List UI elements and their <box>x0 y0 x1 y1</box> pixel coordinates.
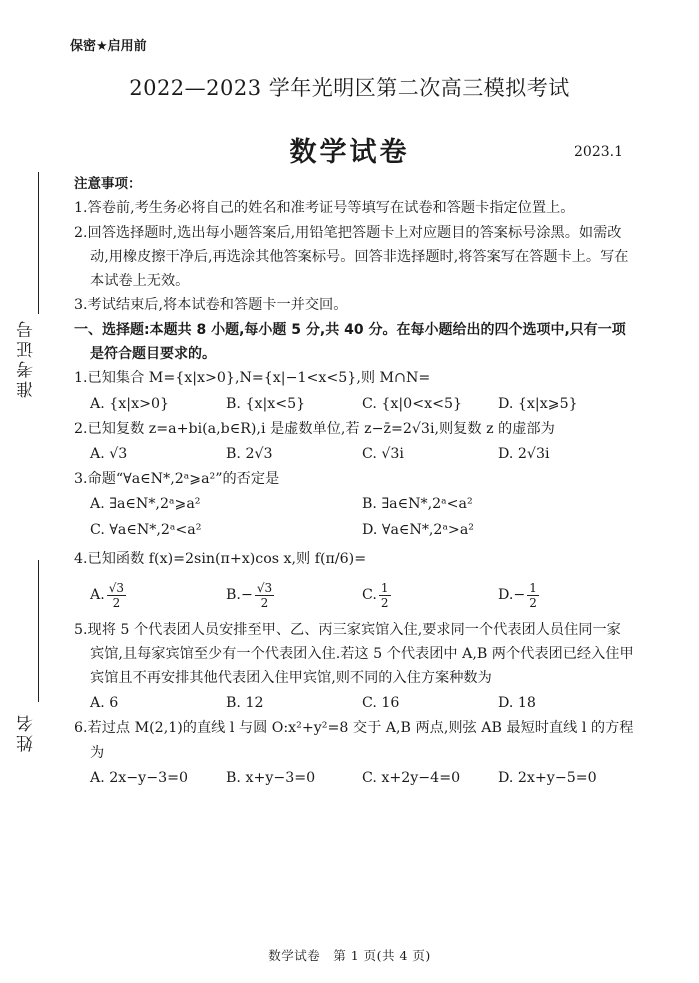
option: A. 6 <box>90 695 119 712</box>
option: B. {x|x<5} <box>226 395 306 412</box>
exam-date: 2023.1 <box>574 144 623 160</box>
option: D. 2x+y−5=0 <box>498 769 597 786</box>
subject-title: 数学试卷 <box>289 137 410 168</box>
note-item: 3.考试结束后,将本试卷和答题卡一并交回。 <box>74 297 348 314</box>
question-stem: 3.命题“∀a∈N*,2ᵃ⩾a²”的否定是 <box>74 470 280 487</box>
option: A. 2x−y−3=0 <box>90 769 189 786</box>
question-options <box>74 491 634 517</box>
fraction: $\frac{√3}{2}$ <box>108 581 125 611</box>
option: A. $\frac{√3}{2}$ <box>90 581 125 611</box>
option: C. {x|0<x<5} <box>362 395 463 412</box>
option: D. {x|x⩾5} <box>498 395 578 412</box>
note-item: 2.回答选择题时,选出每小题答案后,用铅笔把答题卡上对应题目的答案标号涂黑。如需改动,用橡皮擦干净后,再选涂其他答案标号。回答非选择题时,将答案写在答题卡上。写在本试卷上无效。 <box>74 224 629 290</box>
section-heading: 一、选择题:本题共 8 小题,每小题 5 分,共 40 分。在每小题给出的四个选项中,只有一项是符合题目要求的。 <box>74 321 626 363</box>
question-stem: 4.已知函数 f(x)=2sin(π+x)cos x,则 f(π/6)= <box>74 551 367 568</box>
option: D. ∀a∈N*,2ᵃ>a² <box>362 522 474 539</box>
option: B. − $\frac{√3}{2}$ <box>226 581 273 611</box>
option: B. 2√3 <box>226 445 273 462</box>
exam-title: 2022—2023 学年光明区第二次高三模拟考试 <box>129 76 570 100</box>
question-options <box>74 391 634 417</box>
id-number-label: 准考证号 <box>17 318 37 398</box>
option: D. 18 <box>498 695 536 712</box>
option: B. x+y−3=0 <box>226 769 316 786</box>
option: C. √3i <box>362 445 404 462</box>
option: A. {x|x>0} <box>90 395 170 412</box>
id-number-line <box>38 172 39 314</box>
question-options <box>74 441 634 467</box>
notes-title: 注意事项： <box>74 176 142 192</box>
option: C. 16 <box>362 695 400 712</box>
question-options <box>74 690 634 716</box>
exam-content <box>74 172 634 791</box>
note-item: 1.答卷前,考生务必将自己的姓名和准考证号等填写在试卷和答题卡指定位置上。 <box>74 200 575 217</box>
option: B. 12 <box>226 695 264 712</box>
option: A. √3 <box>90 445 128 462</box>
question-stem: 1.已知集合 M={x|x>0},N={x|−1<x<5},则 M∩N= <box>74 370 431 387</box>
page-footer: 数学试卷 第 1 页(共 4 页) <box>268 948 431 963</box>
fraction: $\frac{1}{2}$ <box>529 581 537 611</box>
option: C. ∀a∈N*,2ᵃ<a² <box>90 522 202 539</box>
question-stem: 5.现将 5 个代表团人员安排至甲、乙、丙三家宾馆入住,要求同一个代表团人员住同一家宾馆,且每家宾馆至少有一个代表团入住.若这 5 个代表团中 A,B 两个代表团已经入住甲宾馆且不再安排其他代表团入住甲宾馆,则不同的入住方案种数为 <box>74 621 634 687</box>
option: B. ∃a∈N*,2ᵃ<a² <box>362 496 473 513</box>
option: D. 2√3i <box>498 445 550 462</box>
name-line <box>38 560 39 702</box>
option: C. $\frac{1}{2}$ <box>362 581 389 611</box>
confidential-mark: 保密★启用前 <box>70 39 147 54</box>
fraction: $\frac{1}{2}$ <box>380 581 389 611</box>
option: A. ∃a∈N*,2ᵃ⩾a² <box>90 496 201 513</box>
option: C. x+2y−4=0 <box>362 769 461 786</box>
question-options <box>74 765 634 791</box>
question-options <box>74 576 634 616</box>
question-stem: 6.若过点 M(2,1)的直线 l 与圆 O:x²+y²=8 交于 A,B 两点,则弦 AB 最短时直线 l 的方程为 <box>74 720 634 761</box>
question-options <box>74 517 634 543</box>
question-stem: 2.已知复数 z=a+bi(a,b∈R),i 是虚数单位,若 z−z̄=2√3i,则复数 z 的虚部为 <box>74 420 555 437</box>
option: D. − $\frac{1}{2}$ <box>498 581 537 611</box>
fraction: $\frac{√3}{2}$ <box>256 581 273 611</box>
name-label: 姓名 <box>17 712 37 752</box>
